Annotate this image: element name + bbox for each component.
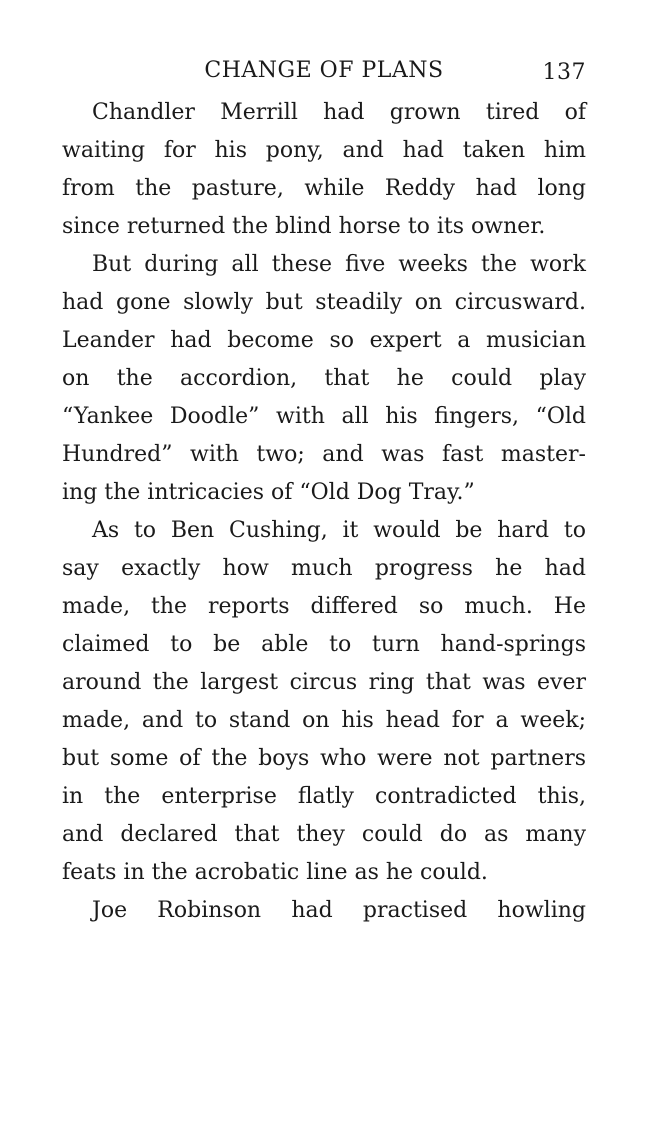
running-head	[62, 56, 586, 94]
body-text	[62, 94, 586, 930]
text-line: around the largest circus ring that was ever	[62, 670, 586, 695]
text-line: say exactly how much progress he had	[62, 556, 586, 581]
text-line: Joe Robinson had practised howling	[92, 898, 586, 923]
text-line: Hundred” with two; and was fast master-	[62, 442, 586, 467]
text-line: “Yankee Doodle” with all his fingers, “Old	[62, 404, 586, 429]
text-line: but some of the boys who were not partners	[62, 746, 586, 771]
book-page	[62, 56, 586, 930]
text-line: Leander had become so expert a musician	[62, 328, 586, 353]
text-line: had gone slowly but steadily on circusward.	[62, 290, 586, 315]
text-line: Chandler Merrill had grown tired of	[92, 100, 586, 125]
text-line: and declared that they could do as many	[62, 822, 586, 847]
text-line: waiting for his pony, and had taken him	[62, 138, 586, 163]
text-line: made, the reports differed so much. He	[62, 594, 586, 619]
text-line: since returned the blind horse to its owner.	[62, 214, 546, 239]
text-line: made, and to stand on his head for a week;	[62, 708, 586, 733]
text-line: from the pasture, while Reddy had long	[62, 176, 586, 201]
text-line: But during all these five weeks the work	[92, 252, 586, 277]
text-line: As to Ben Cushing, it would be hard to	[92, 518, 586, 543]
text-line: claimed to be able to turn hand-springs	[62, 632, 586, 657]
text-line: on the accordion, that he could play	[62, 366, 586, 391]
text-line: feats in the acrobatic line as he could.	[62, 860, 488, 885]
page-number: 137	[542, 60, 586, 85]
text-line: in the enterprise flatly contradicted this,	[62, 784, 586, 809]
chapter-title: CHANGE OF PLANS	[204, 58, 444, 83]
text-line: ing the intricacies of “Old Dog Tray.”	[62, 480, 475, 505]
